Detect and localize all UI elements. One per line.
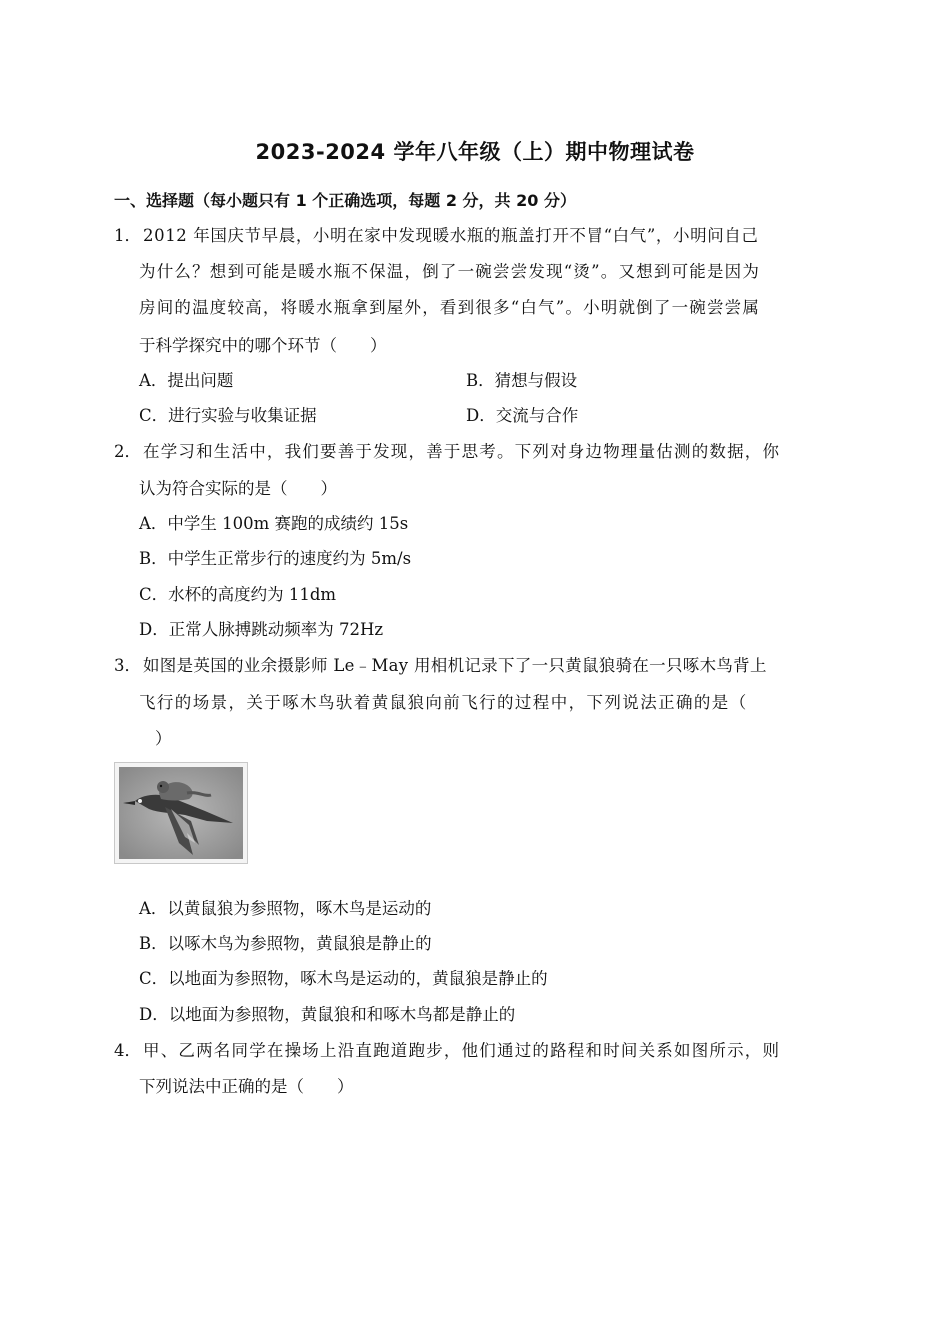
question-3-option-c: C．以地面为参照物，啄木鸟是运动的，黄鼠狼是静止的 — [139, 969, 548, 988]
question-1-line-3: 房间的温度较高，将暖水瓶拿到屋外，看到很多“白气”。小明就倒了一碗尝尝属 — [139, 298, 761, 317]
question-1-line-4: 于科学探究中的哪个环节（ ） — [139, 336, 387, 355]
question-2-option-a: A．中学生 100m 赛跑的成绩约 15s — [139, 514, 409, 533]
question-3-option-d: D．以地面为参照物，黄鼠狼和和啄木鸟都是静止的 — [139, 1005, 516, 1024]
question-3-line-1: 如图是英国的业余摄影师 Le﹣May 用相机记录下了一只黄鼠狼骑在一只啄木鸟背上 — [143, 656, 767, 675]
question-2-number: 2． — [114, 442, 141, 461]
question-1-option-b: B．猜想与假设 — [466, 371, 578, 390]
question-3-number: 3． — [114, 656, 141, 675]
question-1-option-c: C．进行实验与收集证据 — [139, 406, 317, 425]
question-3-option-b: B．以啄木鸟为参照物，黄鼠狼是静止的 — [139, 934, 432, 953]
question-3-line-2: 飞行的场景，关于啄木鸟驮着黄鼠狼向前飞行的过程中，下列说法正确的是（ — [139, 693, 748, 712]
question-1-number: 1． — [114, 226, 141, 245]
section-heading: 一、选择题（每小题只有 1 个正确选项，每题 2 分，共 20 分） — [114, 191, 576, 210]
question-4-line-2: 下列说法中正确的是（ ） — [139, 1077, 354, 1096]
question-4-line-1: 甲、乙两名同学在操场上沿直跑道跑步，他们通过的路程和时间关系如图所示，则 — [143, 1041, 781, 1060]
question-2-line-2: 认为符合实际的是（ ） — [139, 479, 337, 498]
weasel-riding-woodpecker-image — [115, 763, 247, 863]
question-3-option-a: A．以黄鼠狼为参照物，啄木鸟是运动的 — [139, 899, 432, 918]
question-2-option-d: D．正常人脉搏跳动频率为 72Hz — [139, 620, 384, 639]
question-3-line-3: ） — [155, 729, 172, 748]
question-1-line-1: 2012 年国庆节早晨，小明在家中发现暖水瓶的瓶盖打开不冒“白气”，小明问自己 — [143, 226, 759, 245]
question-1-option-d: D．交流与合作 — [466, 406, 579, 425]
question-2-option-c: C．水杯的高度约为 11dm — [139, 585, 337, 604]
exam-title: 2023-2024 学年八年级（上）期中物理试卷 — [255, 140, 695, 164]
question-1-option-a: A．提出问题 — [139, 371, 234, 390]
question-4-number: 4． — [114, 1041, 141, 1060]
question-1-line-2: 为什么？想到可能是暖水瓶不保温，倒了一碗尝尝发现“烫”。又想到可能是因为 — [139, 262, 761, 281]
weasel-woodpecker-photo — [114, 762, 248, 864]
question-2-line-1: 在学习和生活中，我们要善于发现，善于思考。下列对身边物理量估测的数据，你 — [143, 442, 781, 461]
question-2-option-b: B．中学生正常步行的速度约为 5m/s — [139, 549, 412, 568]
